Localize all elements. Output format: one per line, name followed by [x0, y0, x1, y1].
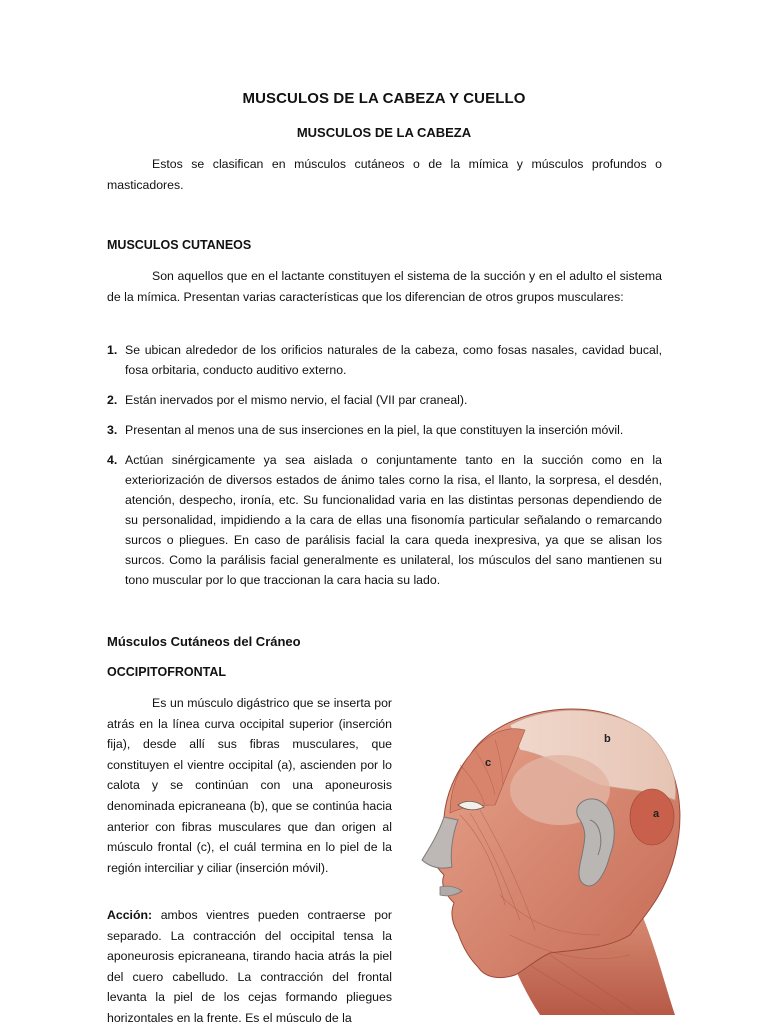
- head-muscles-illustration: [400, 695, 695, 1015]
- list-item: [107, 390, 662, 410]
- occipitofrontal-paragraph: Es un músculo digástrico que se inserta por atrás en la línea curva occipital superior (inserción fija), desde allí sus fibras musculares, que constituyen el vientre occipital (a), ascienden por lo calota y se continúan con una aponeurosis denominada epicraneana (b), que se continúa hacia anterior con fibras musculares que dan origen al músculo frontal (c), el cuál termina en lo piel de la región interciliar y ciliar (inserción móvil).: [107, 696, 392, 875]
- list-text: Se ubican alrededor de los orificios naturales de la cabeza, como fosas nasales, cavidad bucal, fosa orbitaria, conducto auditivo externo.: [125, 343, 662, 377]
- label-c: c: [485, 757, 492, 769]
- action-label: Acción:: [107, 908, 153, 922]
- label-b: b: [604, 733, 611, 745]
- section-title: MUSCULOS DE LA CABEZA: [296, 125, 472, 140]
- intro-paragraph: Estos se clasifican en músculos cutáneos o de la mímica y músculos profundos o masticadores.: [107, 157, 662, 192]
- subheading-occipitofrontal: OCCIPITOFRONTAL: [107, 665, 226, 679]
- cutaneos-paragraph: Son aquellos que en el lactante constituyen el sistema de la succión y en el adulto el sistema de la mímica. Presentan varias características que los diferencian de otros grupos musculares:: [107, 269, 662, 304]
- list-text: Presentan al menos una de sus inserciones en la piel, la que constituyen la inserción móvil.: [125, 423, 624, 437]
- action-paragraph: [107, 905, 392, 1029]
- occipital-belly: [630, 789, 674, 845]
- section-heading-cutaneos: MUSCULOS CUTANEOS: [107, 238, 252, 252]
- list-text: Actúan sinérgicamente ya sea aislada o conjuntamente tanto en la succión como en la exteriorización de diversos estados de ánimo tales corno la risa, el llanto, la sorpresa, el desdén, atención, despecho, ironía, etc. Su funcionalidad varia en las distintas personas dependiendo de su personalidad, impidiendo a la cara de ellas una fisonomía particular señalando o remarcando surcos o pliegues. En caso de parálisis facial la cara queda inexpresiva, ya que se alisan los surcos. Como la parálisis facial generalmente es unilateral, los músculos del sano mantienen su tono muscular por lo que traccionan la cara hacia su lado.: [125, 453, 662, 587]
- page-title: MUSCULOS DE LA CABEZA Y CUELLO: [242, 90, 526, 107]
- list-number: 4.: [107, 453, 118, 467]
- head-muscles-svg: [400, 695, 695, 1015]
- list-number: 3.: [107, 423, 118, 437]
- list-number: 1.: [107, 343, 118, 357]
- list-number: 2.: [107, 393, 118, 407]
- action-text: ambos vientres pueden contraerse por separado. La contracción del occipital tensa la aponeurosis epicraneana, tirando hacia atrás la piel del cuero cabelludo. La contracción del frontal levanta la piel de los cejas formando pliegues horizontales en la frente. Es el músculo de la: [107, 908, 392, 1025]
- list-item: [107, 340, 662, 380]
- list-text: Están inervados por el mismo nervio, el facial (VII par craneal).: [125, 393, 468, 407]
- label-a: a: [653, 808, 660, 820]
- list-item: [107, 420, 662, 440]
- list-item: [107, 450, 662, 590]
- section-heading-craneo: Músculos Cutáneos del Cráneo: [107, 634, 301, 649]
